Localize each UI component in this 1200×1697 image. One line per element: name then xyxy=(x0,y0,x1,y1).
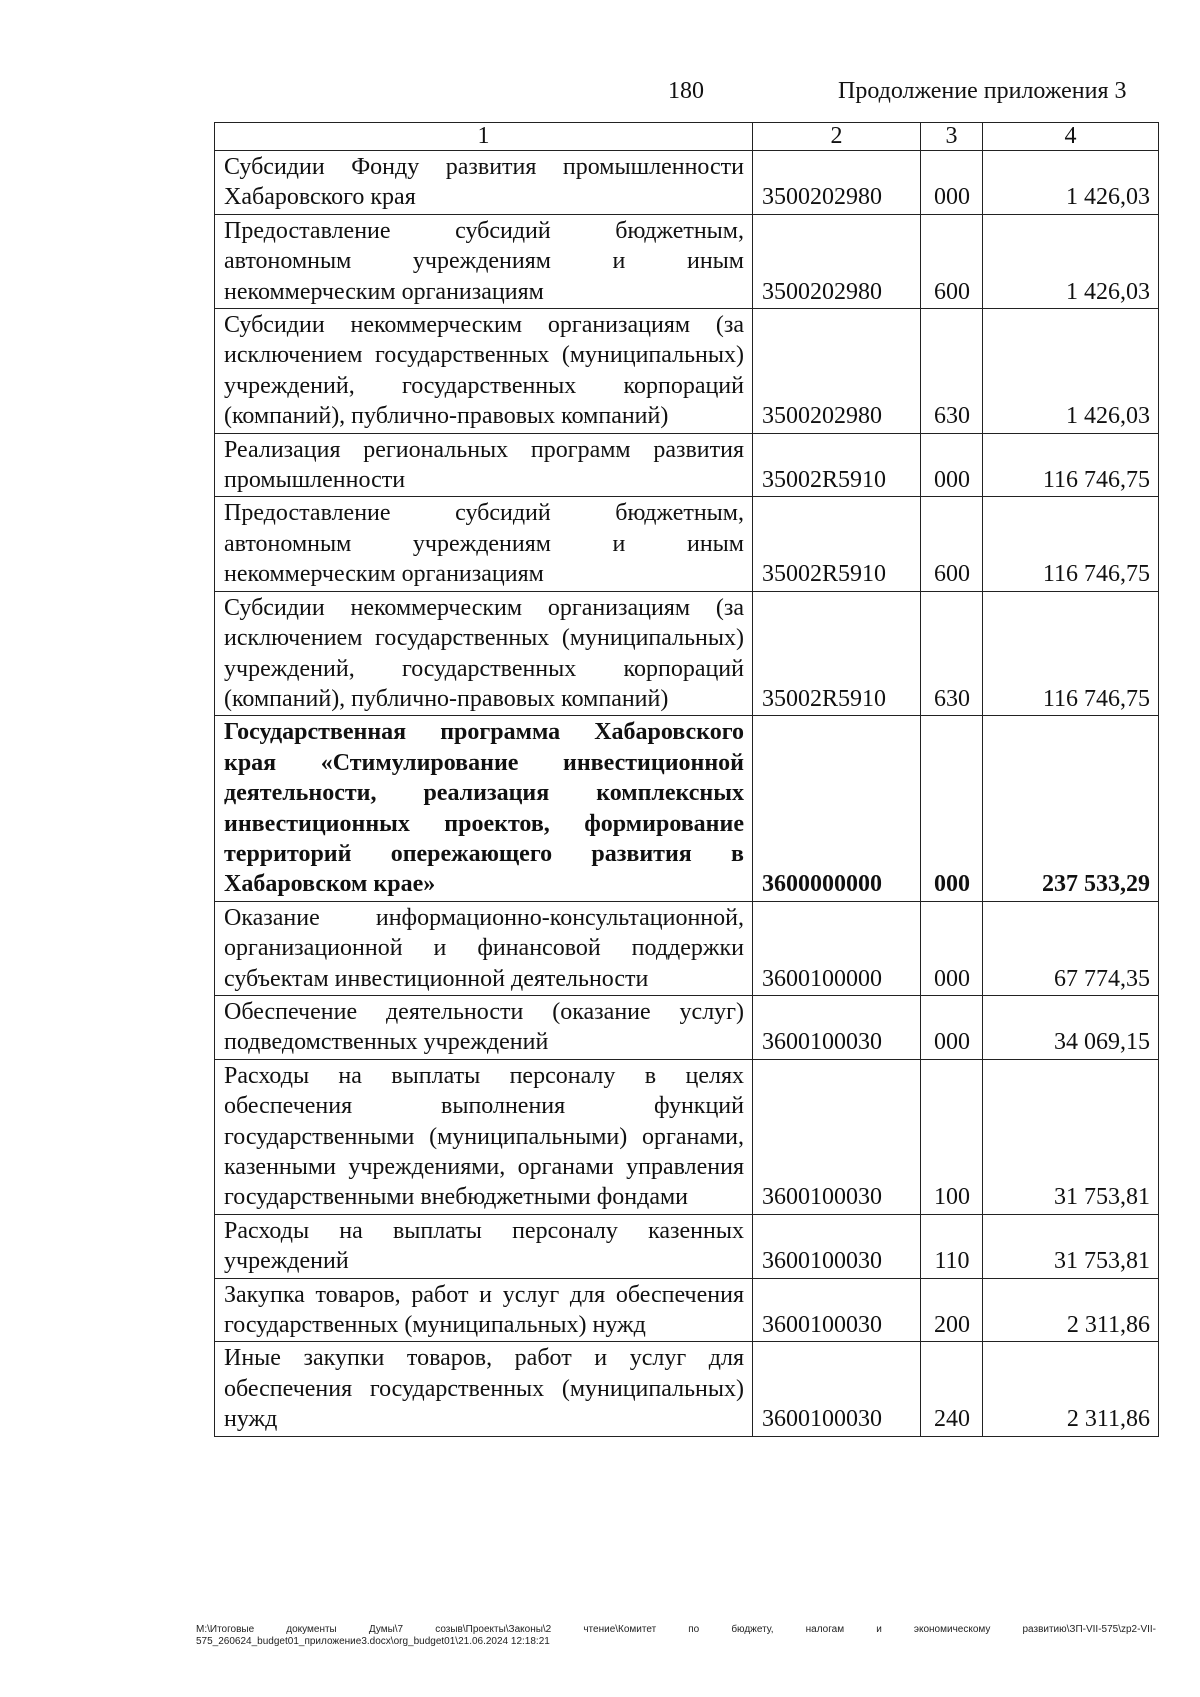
row-code-cell: 3600100030 xyxy=(753,995,921,1059)
row-name-cell: Субсидии Фонду развития промышленности Хабаровского края xyxy=(215,151,753,215)
table-row xyxy=(215,1278,1159,1342)
row-amount-cell: 237 533,29 xyxy=(983,716,1159,901)
column-number-3: 3 xyxy=(921,123,983,151)
table-row xyxy=(215,1214,1159,1278)
row-code-cell: 3500202980 xyxy=(753,214,921,308)
table-row xyxy=(215,716,1159,901)
row-name-cell: Предоставление субсидий бюджетным, автономным учреждениям и иным некоммерческим организациям xyxy=(215,497,753,591)
column-number-4: 4 xyxy=(983,123,1159,151)
row-name-cell: Реализация региональных программ развития промышленности xyxy=(215,433,753,497)
row-code-cell: 3500202980 xyxy=(753,151,921,215)
table-row xyxy=(215,497,1159,591)
row-kvr-cell: 630 xyxy=(921,591,983,716)
row-code-cell: 3500202980 xyxy=(753,309,921,434)
table-row xyxy=(215,901,1159,995)
row-amount-cell: 31 753,81 xyxy=(983,1059,1159,1214)
row-code-cell: 35002R5910 xyxy=(753,497,921,591)
table-row xyxy=(215,214,1159,308)
row-name-cell: Субсидии некоммерческим организациям (за исключением государственных (муниципальных) учреждений, государственных корпораций (компаний), публично-правовых компаний) xyxy=(215,591,753,716)
row-code-cell: 3600100030 xyxy=(753,1342,921,1436)
row-name-cell: Расходы на выплаты персоналу казенных учреждений xyxy=(215,1214,753,1278)
row-amount-cell: 116 746,75 xyxy=(983,591,1159,716)
table-row xyxy=(215,433,1159,497)
row-name-cell: Предоставление субсидий бюджетным, автономным учреждениям и иным некоммерческим организациям xyxy=(215,214,753,308)
table-row xyxy=(215,591,1159,716)
row-kvr-cell: 630 xyxy=(921,309,983,434)
row-kvr-cell: 110 xyxy=(921,1214,983,1278)
row-code-cell: 35002R5910 xyxy=(753,433,921,497)
row-kvr-cell: 000 xyxy=(921,901,983,995)
column-number-2: 2 xyxy=(753,123,921,151)
row-name-cell: Иные закупки товаров, работ и услуг для обеспечения государственных (муниципальных) нужд xyxy=(215,1342,753,1436)
row-amount-cell: 31 753,81 xyxy=(983,1214,1159,1278)
page-number: 180 xyxy=(668,78,704,104)
row-name-cell: Обеспечение деятельности (оказание услуг) подведомственных учреждений xyxy=(215,995,753,1059)
row-code-cell: 3600000000 xyxy=(753,716,921,901)
row-amount-cell: 116 746,75 xyxy=(983,497,1159,591)
row-kvr-cell: 000 xyxy=(921,995,983,1059)
row-kvr-cell: 600 xyxy=(921,214,983,308)
table-row xyxy=(215,1342,1159,1436)
row-code-cell: 3600100030 xyxy=(753,1214,921,1278)
column-number-1: 1 xyxy=(215,123,753,151)
row-name-cell: Оказание информационно-консультационной, организационной и финансовой поддержки субъектам инвестиционной деятельности xyxy=(215,901,753,995)
row-kvr-cell: 100 xyxy=(921,1059,983,1214)
row-kvr-cell: 600 xyxy=(921,497,983,591)
row-amount-cell: 2 311,86 xyxy=(983,1278,1159,1342)
table-row xyxy=(215,995,1159,1059)
table-row xyxy=(215,151,1159,215)
row-code-cell: 3600100000 xyxy=(753,901,921,995)
row-name-cell: Субсидии некоммерческим организациям (за исключением государственных (муниципальных) учреждений, государственных корпораций (компаний), публично-правовых компаний) xyxy=(215,309,753,434)
row-name-cell: Расходы на выплаты персоналу в целях обеспечения выполнения функций государственными (муниципальными) органами, казенными учреждениями, органами управления государственными внебюджетными фондами xyxy=(215,1059,753,1214)
budget-table-body xyxy=(215,123,1159,1437)
row-code-cell: 3600100030 xyxy=(753,1278,921,1342)
row-amount-cell: 1 426,03 xyxy=(983,309,1159,434)
row-kvr-cell: 000 xyxy=(921,433,983,497)
row-amount-cell: 1 426,03 xyxy=(983,151,1159,215)
file-path-footer: M:\Итоговые документы Думы\7 созыв\Проекты\Законы\2 чтение\Комитет по бюджету, налогам и экономическому развитию\ЗП-VII-575\zp2-VII-575_260624_budget01_приложение3.docx\org_budget01\21.06.2024 12:18:21 xyxy=(196,1624,1156,1647)
row-name-cell: Государственная программа Хабаровского края «Стимулирование инвестиционной деятельности, реализация комплексных инвестиционных проектов, формирование территорий опережающего развития в Хабаровском крае» xyxy=(215,716,753,901)
row-amount-cell: 2 311,86 xyxy=(983,1342,1159,1436)
budget-table xyxy=(214,122,1159,1437)
table-row xyxy=(215,1059,1159,1214)
row-code-cell: 35002R5910 xyxy=(753,591,921,716)
row-kvr-cell: 000 xyxy=(921,716,983,901)
column-number-row xyxy=(215,123,1159,151)
row-code-cell: 3600100030 xyxy=(753,1059,921,1214)
row-amount-cell: 34 069,15 xyxy=(983,995,1159,1059)
row-kvr-cell: 240 xyxy=(921,1342,983,1436)
row-amount-cell: 67 774,35 xyxy=(983,901,1159,995)
row-amount-cell: 1 426,03 xyxy=(983,214,1159,308)
row-kvr-cell: 000 xyxy=(921,151,983,215)
continuation-caption: Продолжение приложения 3 xyxy=(838,78,1127,104)
row-kvr-cell: 200 xyxy=(921,1278,983,1342)
table-row xyxy=(215,309,1159,434)
row-amount-cell: 116 746,75 xyxy=(983,433,1159,497)
row-name-cell: Закупка товаров, работ и услуг для обеспечения государственных (муниципальных) нужд xyxy=(215,1278,753,1342)
